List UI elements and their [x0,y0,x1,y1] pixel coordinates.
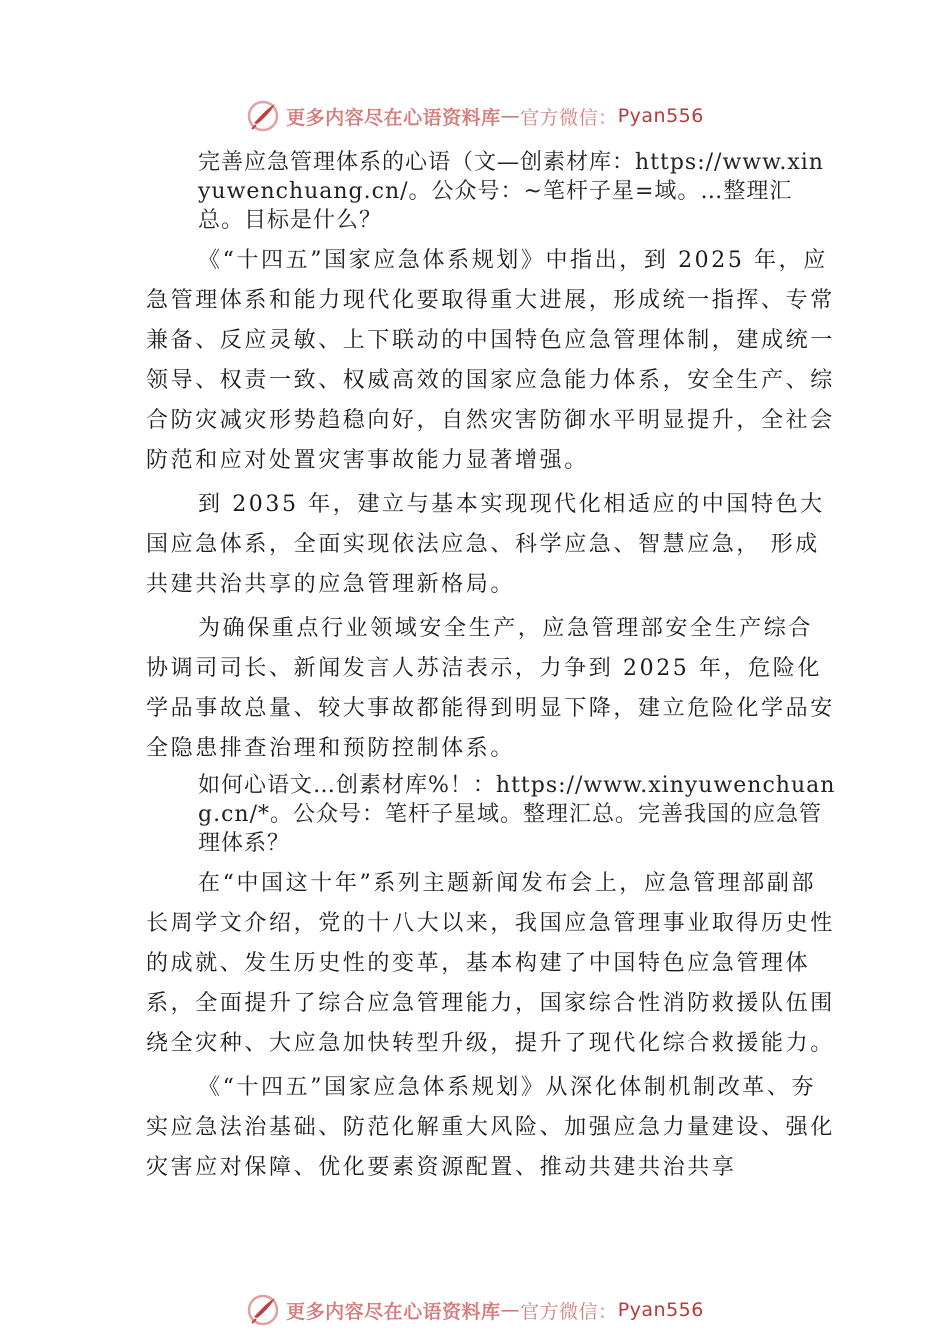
paragraph-2: 到 2035 年，建立与基本实现现代化相适应的中国特色大国应急体系，全面实现依法应急、科学应急、智慧应急， 形成共建共治共享的应急管理新格局。 [146,492,825,597]
banner-dash: — [500,105,521,127]
banner-wechat-id: Pyan556 [617,105,704,127]
source-note-1: 完善应急管理体系的心语（文—创素材库：https://www.xinyuwenchuang.cn/。公众号：~笔杆子星=域。…整理汇总。目标是什么？ [198,150,824,233]
footer-banner [0,1290,950,1330]
document-body [146,148,836,1192]
header-banner [0,96,950,136]
source-note-2: 如何心语文…创素材库%！：https://www.xinyuwenchuang.cn/*。公众号：笔杆子星域。整理汇总。完善我国的应急管理体系？ [198,773,836,856]
paragraph-1: 《“十四五”国家应急体系规划》中指出，到 2025 年，应急管理体系和能力现代化要取得重大进展，形成统一指挥、专常兼备、反应灵敏、上下联动的中国特色应急管理体制，建成统一领导、权责一致、权威高效的国家应急能力体系，安全生产、综合防灾减灾形势趋稳向好，自然灾害防御水平明显提升，全社会防范和应对处置灾害事故能力显著增强。 [146,248,835,473]
quill-logo-icon [246,99,280,133]
banner-main-text: 更多内容尽在心语资料库 [286,106,501,129]
banner-sub-text: 官方微信： [520,1300,618,1323]
banner-main-text: 更多内容尽在心语资料库 [286,1300,501,1323]
banner-wechat-id: Pyan556 [617,1299,704,1321]
paragraph-4: 在“中国这十年”系列主题新闻发布会上，应急管理部副部长周学文介绍，党的十八大以来，我国应急管理事业取得历史性的成就、发生历史性的变革，基本构建了中国特色应急管理体系，全面提升了综合应急管理能力，国家综合性消防救援队伍围绕全灾种、大应急加快转型升级，提升了现代化综合救援能力。 [146,871,835,1056]
banner-sub-text: 官方微信： [520,106,618,129]
banner-dash: — [500,1299,521,1321]
paragraph-3: 为确保重点行业领域安全生产，应急管理部安全生产综合协调司司长、新闻发言人苏洁表示，力争到 2025 年，危险化学品事故总量、较大事故都能得到明显下降，建立危险化学品安全隐患排查治理和预防控制体系。 [146,616,835,761]
paragraph-5: 《“十四五”国家应急体系规划》从深化体制机制改革、夯实应急法治基础、防范化解重大风险、加强应急力量建设、强化灾害应对保障、优化要素资源配置、推动共建共治共享 [146,1075,835,1180]
quill-logo-icon [246,1293,280,1327]
